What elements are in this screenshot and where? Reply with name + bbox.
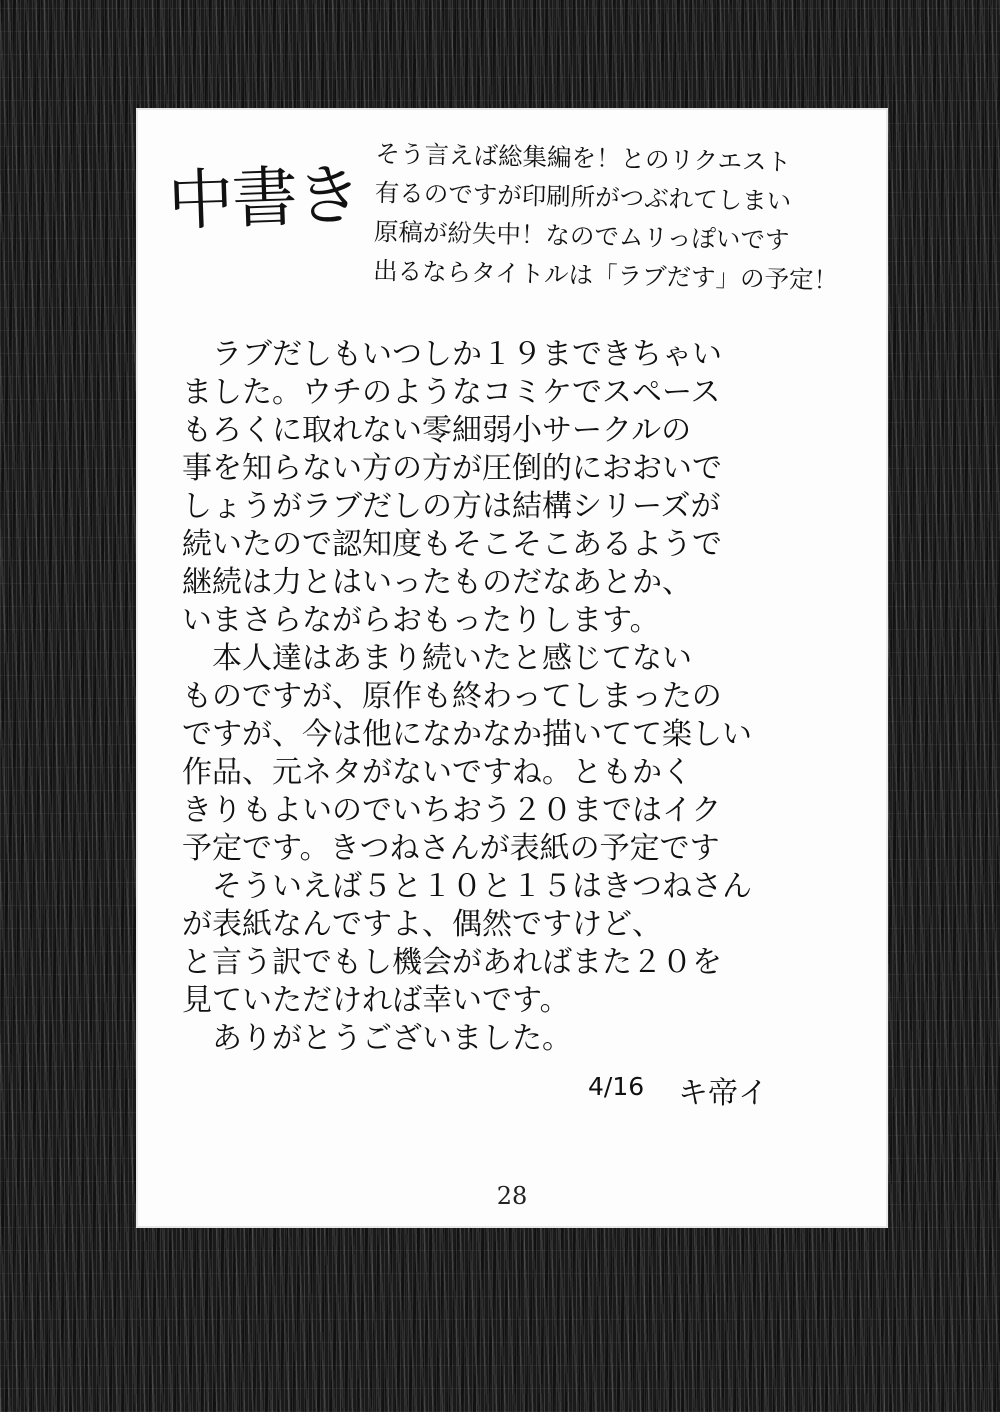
- body-text: [182, 336, 862, 1058]
- body-line: ラブだしもいつしか１９まできちゃい: [182, 337, 722, 372]
- body-line: ですが、今は他になかなか描いてて楽しい: [182, 717, 752, 752]
- handwritten-note: [373, 134, 876, 300]
- signature-date: 4/16: [588, 1072, 645, 1101]
- body-line: 本人達はあまり続いたと感じてない: [182, 641, 692, 676]
- body-line: 事を知らない方の方が圧倒的におおいで: [182, 451, 722, 486]
- body-line: と言う訳でもし機会があればまた２０を: [182, 945, 722, 980]
- note-line: そう言えば総集編を！とのリクエスト: [375, 138, 792, 177]
- body-line: ものですが、原作も終わってしまったの: [182, 679, 722, 714]
- body-line: ありがとうございました。: [182, 1021, 572, 1056]
- signature-name: キ帝イ: [678, 1076, 768, 1111]
- body-line: そういえば５と１０と１５はきつねさん: [182, 869, 752, 904]
- body-line: 作品、元ネタがないですね。ともかく: [182, 755, 692, 790]
- note-line: 出るならタイトルは「ラブだす」の予定！: [372, 255, 839, 295]
- body-line: ました。ウチのようなコミケでスペース: [182, 375, 721, 410]
- note-line: 原稿が紛失中！なのでムリっぽいです: [373, 216, 790, 255]
- body-line: 継続は力とはいったものだなあとか、: [182, 565, 692, 600]
- heading: 中書き: [166, 156, 362, 240]
- note-line: 有るのですが印刷所がつぶれてしまい: [374, 177, 792, 216]
- body-line: いまさらながらおもったりします。: [182, 603, 660, 638]
- body-line: しょうがラブだしの方は結構シリーズが: [182, 489, 721, 524]
- body-line: もろくに取れない零細弱小サークルの: [182, 413, 692, 448]
- body-line: 続いたので認知度もそこそこあるようで: [182, 527, 722, 562]
- text-panel: [138, 110, 886, 1226]
- body-line: が表紙なんですよ、偶然ですけど、: [182, 907, 662, 942]
- body-line: きりもよいのでいちおう２０まではイク: [182, 793, 722, 828]
- body-line: 見ていただければ幸いです。: [182, 983, 570, 1018]
- body-line: 予定です。きつねさんが表紙の予定です: [182, 831, 720, 866]
- page-number: 28: [496, 1182, 528, 1210]
